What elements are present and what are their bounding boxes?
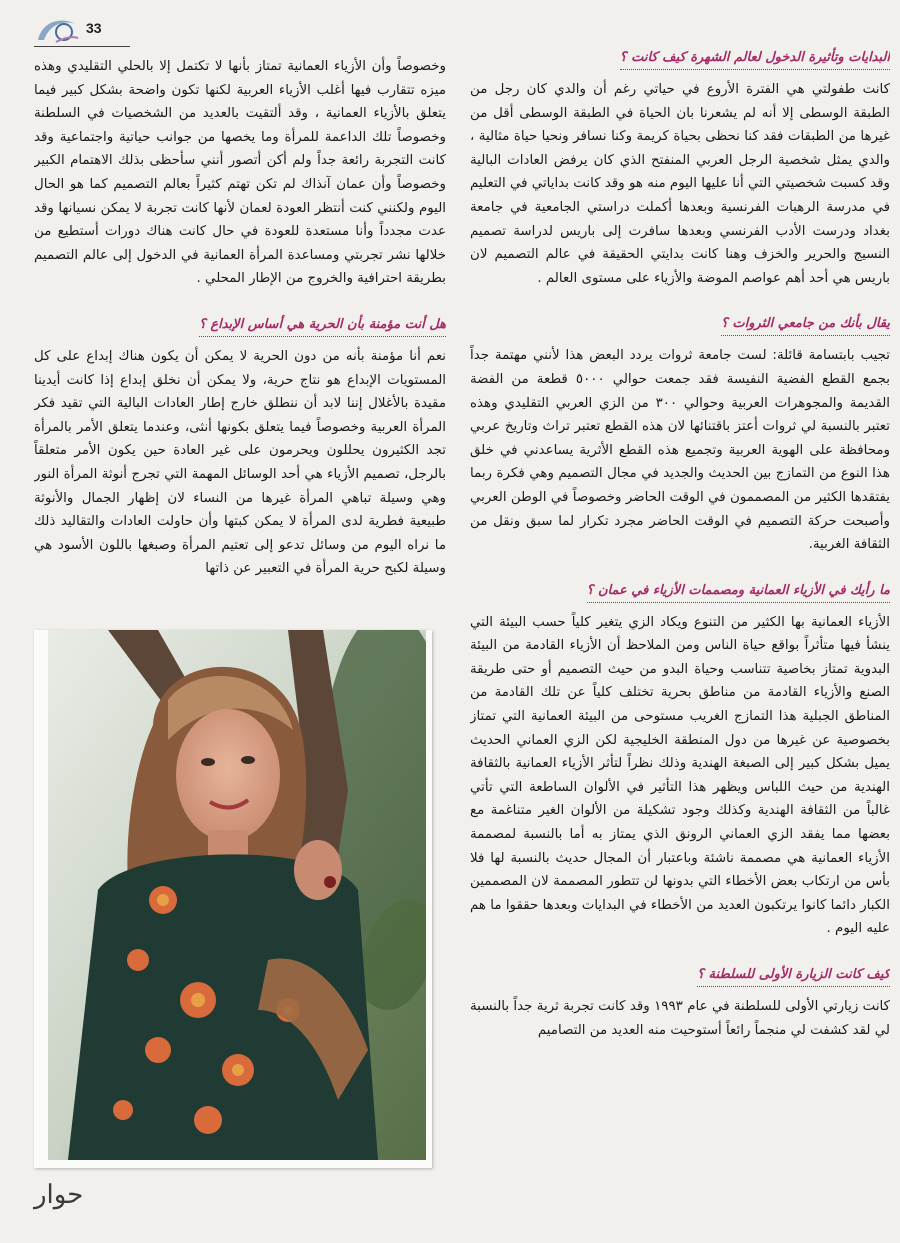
magazine-logo-icon xyxy=(34,12,80,46)
answer-paragraph: كانت طفولتي هي الفترة الأروع في حياتي رغم أن والدي كان رجل من الطبقة الوسطى إلا أنه لم يشعرنا بان الحياة في الطبقة الوسطى أقل من غيرها من الطبقات فقد كنا نحظى بحياة كريمة وكنا نسافر ونحيا حياة مثالية ، والدي يمثل شخصية الرجل العربي المنفتح الذي كان يرفض العادات البالية وقد كسبت شخصيتي التي أنا عليها اليوم منه هو وقد كانت بداياتي في التعليم في مدرسة الرهبات الفرنسية وبعدها أكملت دراستي الجامعية في جامعة بغداد ودرست الأدب الفرنسي وبعدها سافرت إلى باريس لدراسة تصميم النسيج والحرير والخزف وهنا كانت بدايتي الحقيقة في عالم التصميم لان باريس هي أحد أهم عواصم الموضة والأزياء على مستوى العالم . xyxy=(470,82,890,286)
article-section xyxy=(470,46,890,290)
answer-paragraph: نعم أنا مؤمنة بأنه من دون الحرية لا يمكن أن يكون هناك إبداع على كل المستويات الإبداع هو نتاج حرية، ولا يمكن أن نخلق إبداع إذا كانت أيدينا مقيدة بالأغلال إننا لابد أن ننطلق خارج إطار العادات البالية التي تقيد فكر المرأة العربية وخصوصاً فيما يتعلق بكونها أنثى، وعندما يتعلق الأمر بالمرأة تجد الكثيرون يحللون ويحرمون على غير العادة حين يكون الأمر متعلقاً بالرجل، تصميم الأزياء هي أحد الوسائل المهمة التي تجرج أنوثة المرأة النور وهي وسيلة تباهي المرأة غيرها من النساء لان إظهار الجمال والأنوثة طبيعية فطرية لدى المرأة لا يمكن كبتها وأن حاولت العادات والتقاليد ذلك ما نراه اليوم من وسائل تدعو إلى تعتيم المرأة وصبغها باللون الأسود هي وسيلة لكبح حرية المرأة في التعبير عن ذاتها xyxy=(34,348,446,577)
section-label: حوار xyxy=(34,1180,84,1210)
page-number: 33 xyxy=(86,20,102,36)
question-heading: يقال بأنك من جامعي الثروات ؟ xyxy=(721,315,890,336)
article-section xyxy=(470,963,890,1042)
article-section xyxy=(34,313,446,581)
answer-paragraph: وخصوصاً وأن الأزياء العمانية تمتاز بأنها لا تكتمل إلا بالحلي التقليدي وهذه ميزه تتقارب فيها أغلب الأزياء العربية لكنها تكون واضحة بشكل كبير فيما يتعلق بالأزياء العمانية ، وقد ألتقيت بالعديد من الشخصيات في السلطنة وخصوصاً تلك الداعمة للمرأة وما يخصها من جوانب حياتية واجتماعية وقد كانت التجربة رائعة جداً ولم أكن أتصور أنني سأحظى بذلك الاهتمام الكبير وخصوصاً وأن عمان آنذاك لم تكن تهتم كثيراً بعالم التصميم كما هو الحال اليوم ولكنني كنت أنتظر العودة لعمان لأنها كانت تجربة لا يمكن نسيانها وقد عدت مجدداً وأنا مستعدة للعودة في حال كانت هناك دورات أستطيع من خلالها نشر تجربتي ومساعدة المرأة العمانية في الدخول إلى عالم التصميم بطريقة احترافية والخروج من الإطار المحلي . xyxy=(34,59,446,287)
question-heading: هل أنت مؤمنة بأن الحرية هي أساس الإبداع ؟ xyxy=(199,316,446,337)
article-section xyxy=(34,55,446,291)
portrait-photo xyxy=(48,630,426,1160)
right-column xyxy=(470,46,890,1181)
question-heading: ما رأيك في الأزياء العمانية ومصممات الأزياء في عمان ؟ xyxy=(587,582,890,603)
portrait-illustration xyxy=(48,630,426,1160)
question-heading: كيف كانت الزيارة الأولى للسلطنة ؟ xyxy=(697,966,890,987)
answer-paragraph: تجيب بابتسامة قائلة: لست جامعة ثروات يردد البعض هذا لأنني مهتمة جداً بجمع القطع الفضية النفيسة فقد جمعت حوالي ٥٠٠٠ قطعة من الفضة القديمة والمجوهرات العربية وحوالي ٣٠٠ من الزي العربي التقليدي وهذه تعتبر بالنسبة لي ثروات أعتز باقتنائها لان هذه القطع تعتبر تراث وتاريخ عربي ومحافظة على الهوية العربية وتجميع هذه القطع الأثرية يساعدني في خلق هذا النوع من التمازج بين الحديث والجديد في مجال التصميم وهي فكرة ربما يفتقدها الكثير من المصممون في الوقت الحاضر وخصوصاً في الوطن العربي وأصبحت حركة التصميم في الوقت الحاضر مجرد تكرار لما سبق ونقل من الثقافة الغربية. xyxy=(470,348,890,553)
question-heading: البدايات وتأثيرة الدخول لعالم الشهرة كيف كانت ؟ xyxy=(620,49,890,70)
answer-paragraph: الأزياء العمانية بها الكثير من التنوع ويكاد الزي يتغير كلياً حسب البيئة التي ينشأ فيها متأثراً بواقع حياة الناس ومن الملاحظ أن الأزياء القادمة من البيئة البدوية تمتاز بخاصية تتناسب وحياة البدو من حيث التصميم أو حتى طريقة الصنع والأزياء القادمة من مناطق بحرية تختلف كلياً عن تلك القادمة من المناطق الجبلية هذا التمازج الغريب مستوحى من البيئة العمانية التي تمتاز بخصوصية عن غيرها من دول المنطقة الخليجية لكن الزي العماني الحديث يميل بشكل كبير إلى الصبغة الهندية وذلك نظراً لتأثر الأزياء العمانية بالثقافة الهندية من حيث اللباس ويظهر هذا التأثير في الألوان الساطعة التي تأتي غالباً من الثقافة الهندية وكذلك وجود تشكيلة من الألوان الغير متناغمة مع بعضها مما يفقد الزي العماني الرونق الذي يمتاز به أما بالنسبة لمصممة الأزياء العمانية هي مصممة ناشئة وباعتبار أن المجال حديث بالنسبة لها فلا بأس من ارتكاب بعض الأخطاء التي بدونها لن تتطور المصممة لان المصممين الكبار دائما كانوا يرتكبون العديد من الأخطاء في البدايات وبعدها حققوا ما هم عليه اليوم . xyxy=(470,614,890,937)
article-section xyxy=(470,312,890,556)
left-column xyxy=(34,55,446,625)
article-section xyxy=(470,579,890,941)
portrait-photo-frame xyxy=(34,630,432,1168)
header-rule xyxy=(34,46,130,47)
answer-paragraph: كانت زيارتي الأولى للسلطنة في عام ١٩٩٣ وقد كانت تجربة ثرية جداً بالنسبة لي لقد كشفت لي منجماً رائعاً أستوحيت منه العديد من التصاميم xyxy=(470,999,890,1038)
